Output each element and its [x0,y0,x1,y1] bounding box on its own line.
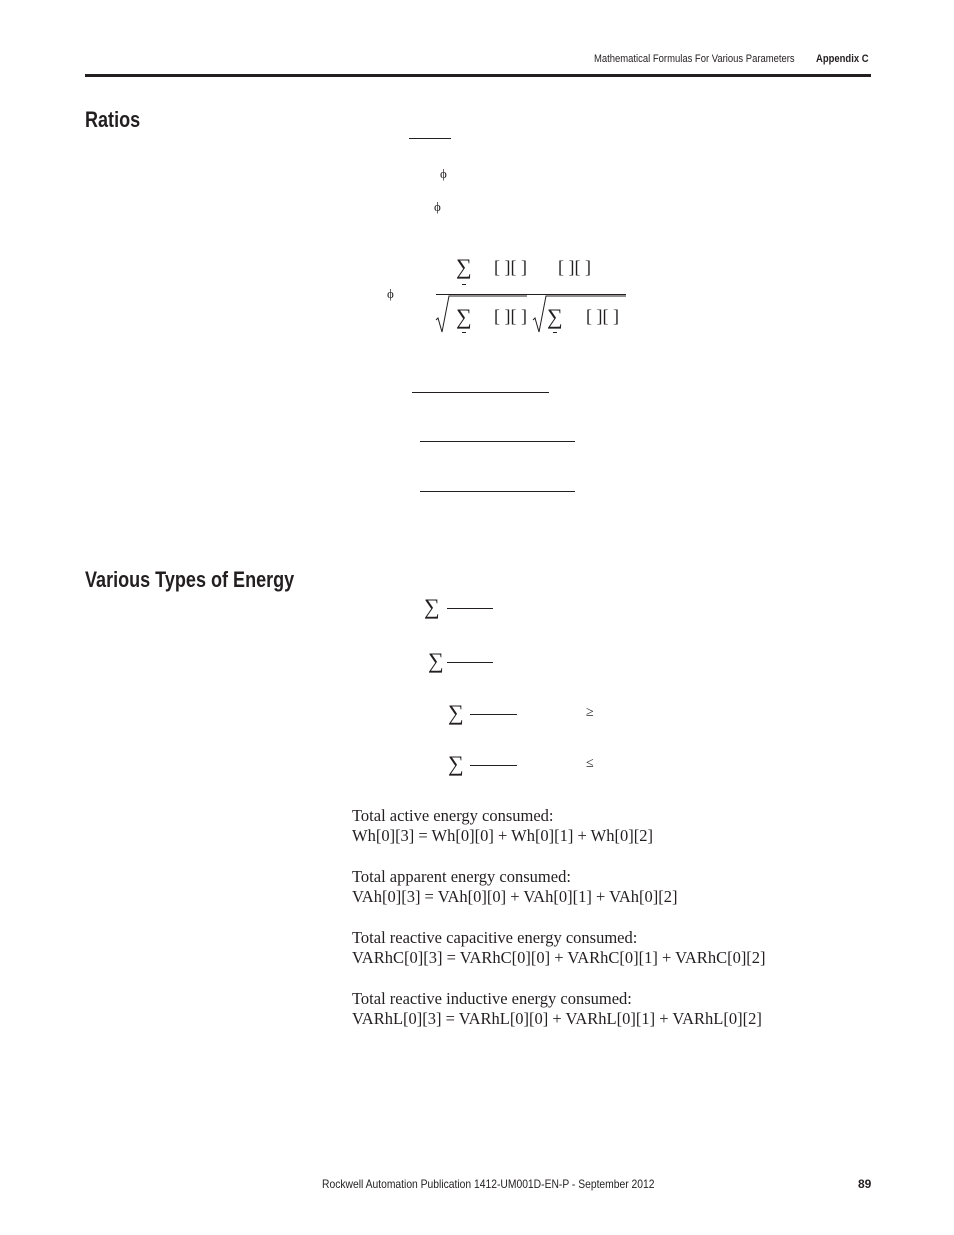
energy-total-label: Total apparent energy consumed: [352,867,571,886]
subscript-mark [462,332,466,333]
bracket-index: [ ][ ] [558,257,591,277]
sigma-symbol: ∑ [448,700,464,725]
energy-total-equation: VAh[0][3] = VAh[0][0] + VAh[0][1] + VAh[0][2] [352,887,678,906]
less-equal-symbol: ≤ [586,756,594,771]
sigma-symbol: ∑ [547,304,563,329]
fraction-bar [470,765,517,766]
energy-total-equation: Wh[0][3] = Wh[0][0] + Wh[0][1] + Wh[0][2] [352,826,653,845]
fraction-bar [409,138,451,139]
bracket-index: [ ][ ] [494,306,527,326]
fraction-bar [420,441,575,442]
energy-total-active [352,806,653,846]
fraction-bar [447,662,493,663]
bracket-index: [ ][ ] [494,257,527,277]
fraction-bar [420,491,575,492]
greater-equal-symbol: ≥ [586,705,594,720]
subscript-mark [553,332,557,333]
energy-total-label: Total reactive inductive energy consumed: [352,989,632,1008]
footer-publication: Rockwell Automation Publication 1412-UM001D-EN-P - September 2012 [322,1177,655,1191]
energy-total-reactive-capacitive [352,928,766,968]
energy-total-apparent [352,867,678,907]
phi-symbol: ϕ [440,166,447,181]
sigma-symbol: ∑ [456,254,472,279]
energy-total-equation: VARhL[0][3] = VARhL[0][0] + VARhL[0][1] + VARhL[0][2] [352,1009,762,1028]
phi-symbol: ϕ [434,199,441,214]
phi-symbol: ϕ [387,286,394,301]
bracket-index: [ ][ ] [586,306,619,326]
fraction-bar [447,608,493,609]
fraction-bar [470,714,517,715]
header-rule [85,74,871,77]
section-title-energy: Various Types of Energy [85,567,295,592]
subscript-mark [462,284,466,285]
energy-total-equation: VARhC[0][3] = VARhC[0][0] + VARhC[0][1] + VARhC[0][2] [352,948,766,967]
section-title-ratios: Ratios [85,107,141,132]
energy-total-reactive-inductive [352,989,762,1029]
fraction-bar [412,392,549,393]
sigma-symbol: ∑ [456,304,472,329]
running-header-title: Mathematical Formulas For Various Parameters [594,53,795,65]
page-number: 89 [858,1177,872,1191]
energy-total-label: Total reactive capacitive energy consumed: [352,928,638,947]
energy-total-label: Total active energy consumed: [352,806,554,825]
running-header-appendix: Appendix C [816,53,869,65]
sigma-symbol: ∑ [428,648,444,673]
sigma-symbol: ∑ [448,751,464,776]
sigma-symbol: ∑ [424,594,440,619]
